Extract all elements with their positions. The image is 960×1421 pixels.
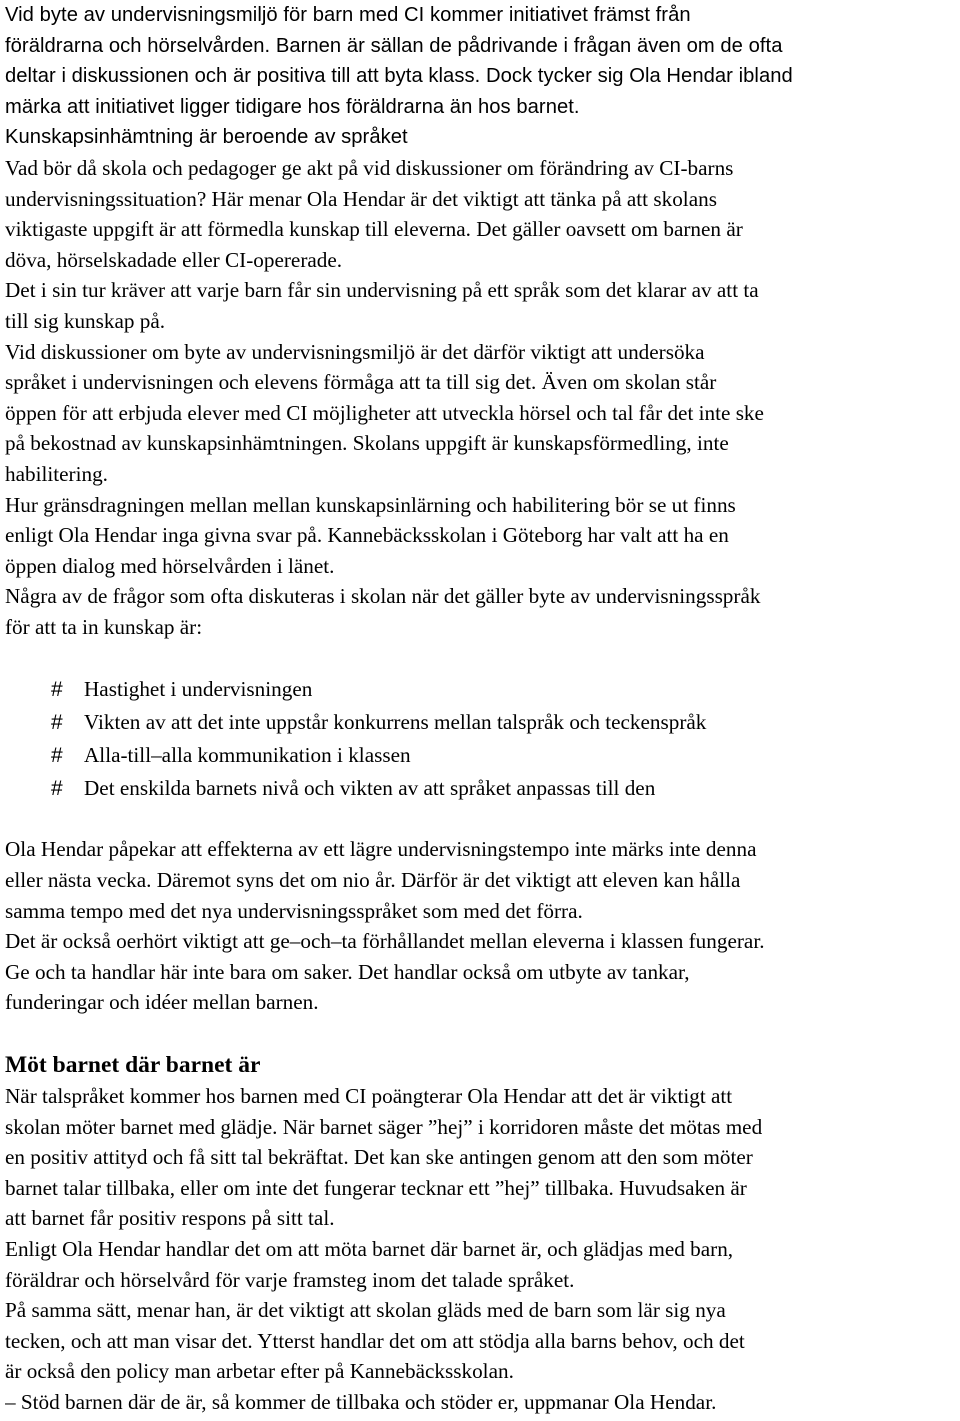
text-line: att barnet får positiv respons på sitt tal. [5, 1206, 335, 1231]
hash-bullet-icon: # [51, 678, 63, 702]
text-line: Det i sin tur kräver att varje barn får sin undervisning på ett språk som det klarar av att ta [5, 278, 759, 303]
hash-bullet-icon: # [51, 744, 63, 768]
text-line: på bekostnad av kunskapsinhämtningen. Skolans uppgift är kunskapsförmedling, inte [5, 431, 729, 456]
list-item-text: Det enskilda barnets nivå och vikten av att språket anpassas till den [84, 776, 656, 801]
text-line: märka att initiativet ligger tidigare hos föräldrarna än hos barnet. [5, 95, 580, 118]
list-item [5, 673, 960, 706]
text-line: eller nästa vecka. Däremot syns det om nio år. Därför är det viktigt att eleven kan hålla [5, 868, 741, 893]
text-line: funderingar och idéer mellan barnen. [5, 990, 319, 1015]
text-line: viktigaste uppgift är att förmedla kunskap till eleverna. Det gäller oavsett om barnen är [5, 217, 743, 242]
list-item [5, 706, 960, 739]
text-line: barnet talar tillbaka, eller om inte det fungerar tecknar ett ”hej” tillbaka. Huvudsaken är [5, 1175, 747, 1200]
text-line: På samma sätt, menar han, är det viktigt att skolan gläds med de barn som lär sig nya [5, 1298, 726, 1323]
intro-paragraph [5, 0, 960, 153]
spacer [5, 1018, 960, 1049]
text-line: för att ta in kunskap är: [5, 614, 203, 639]
text-line: Vad bör då skola och pedagoger ge akt på vid diskussioner om förändring av CI-barns [5, 155, 734, 180]
text-line: Ge och ta handlar här inte bara om saker. Det handlar också om utbyte av tankar, [5, 959, 690, 984]
text-line: enligt Ola Hendar inga givna svar på. Kannebäcksskolan i Göteborg har valt att ha en [5, 523, 729, 548]
text-line: tecken, och att man visar det. Ytterst handlar det om att stödja alla barns behov, och det [5, 1328, 745, 1353]
text-line: När talspråket kommer hos barnen med CI poängterar Ola Hendar att det är viktigt att [5, 1084, 733, 1109]
text-line: döva, hörselskadade eller CI-opererade. [5, 247, 343, 272]
spacer [5, 805, 960, 834]
text-line: deltar i diskussionen och är positiva till att byta klass. Dock tycker sig Ola Hendar ibland [5, 65, 793, 88]
hash-bullet-icon: # [51, 711, 63, 735]
text-line: Vid byte av undervisningsmiljö för barn med CI kommer initiativet främst från [5, 4, 691, 26]
list-item-text: Alla-till–alla kommunikation i klassen [84, 743, 411, 768]
section-heading: Möt barnet där barnet är [5, 1052, 261, 1079]
body-section-1 [5, 153, 960, 643]
hash-bullet-icon: # [51, 777, 63, 801]
text-line: föräldrarna och hörselvården. Barnen är sällan de pådrivande i frågan även om de ofta [5, 34, 783, 57]
list-item [5, 772, 960, 805]
text-line: en positiv attityd och få sitt tal bekräftat. Det kan ske antingen genom att den som möter [5, 1145, 753, 1170]
text-line: samma tempo med det nya undervisningsspråket som med det förra. [5, 898, 583, 923]
text-line: Hur gränsdragningen mellan mellan kunskapsinlärning och habilitering bör se ut finns [5, 492, 736, 517]
list-item-text: Hastighet i undervisningen [84, 677, 313, 702]
spacer [5, 642, 960, 673]
text-line: habilitering. [5, 461, 108, 486]
text-line: Det är också oerhört viktigt att ge–och–ta förhållandet mellan eleverna i klassen fungerar. [5, 929, 765, 954]
text-line: Några av de frågor som ofta diskuteras i skolan när det gäller byte av undervisningsspråk [5, 584, 761, 609]
document-page [5, 0, 960, 1418]
text-line: till sig kunskap på. [5, 308, 166, 333]
text-line: Enligt Ola Hendar handlar det om att möta barnet där barnet är, och glädjas med barn, [5, 1237, 734, 1261]
text-line: öppen dialog med hörselvården i länet. [5, 553, 335, 578]
text-line: skolan möter barnet med glädje. När barnet säger ”hej” i korridoren måste det mötas med [5, 1114, 763, 1139]
subheading-line: Kunskapsinhämtning är beroende av språket [5, 126, 408, 149]
list-item [5, 739, 960, 772]
text-line: öppen för att erbjuda elever med CI möjligheter att utveckla hörsel och tal får det inte ske [5, 400, 764, 425]
text-line: föräldrar och hörselvård för varje framsteg inom det talade språket. [5, 1267, 575, 1292]
text-line: – Stöd barnen där de är, så kommer de tillbaka och stöder er, uppmanar Ola Hendar. [5, 1389, 717, 1414]
body-section-3 [5, 1081, 960, 1418]
text-line: språket i undervisningen och elevens förmåga att ta till sig det. Även om skolan står [5, 370, 717, 395]
question-list [5, 673, 960, 805]
list-item-text: Vikten av att det inte uppstår konkurrens mellan talspråk och teckenspråk [84, 710, 707, 735]
text-line: Ola Hendar påpekar att effekterna av ett lägre undervisningstempo inte märks inte denna [5, 837, 757, 862]
text-line: Vid diskussioner om byte av undervisningsmiljö är det därför viktigt att undersöka [5, 339, 705, 364]
body-section-2 [5, 834, 960, 1018]
text-line: undervisningssituation? Här menar Ola Hendar är det viktigt att tänka på att skolans [5, 186, 717, 211]
text-line: är också den policy man arbetar efter på Kannebäcksskolan. [5, 1359, 514, 1384]
